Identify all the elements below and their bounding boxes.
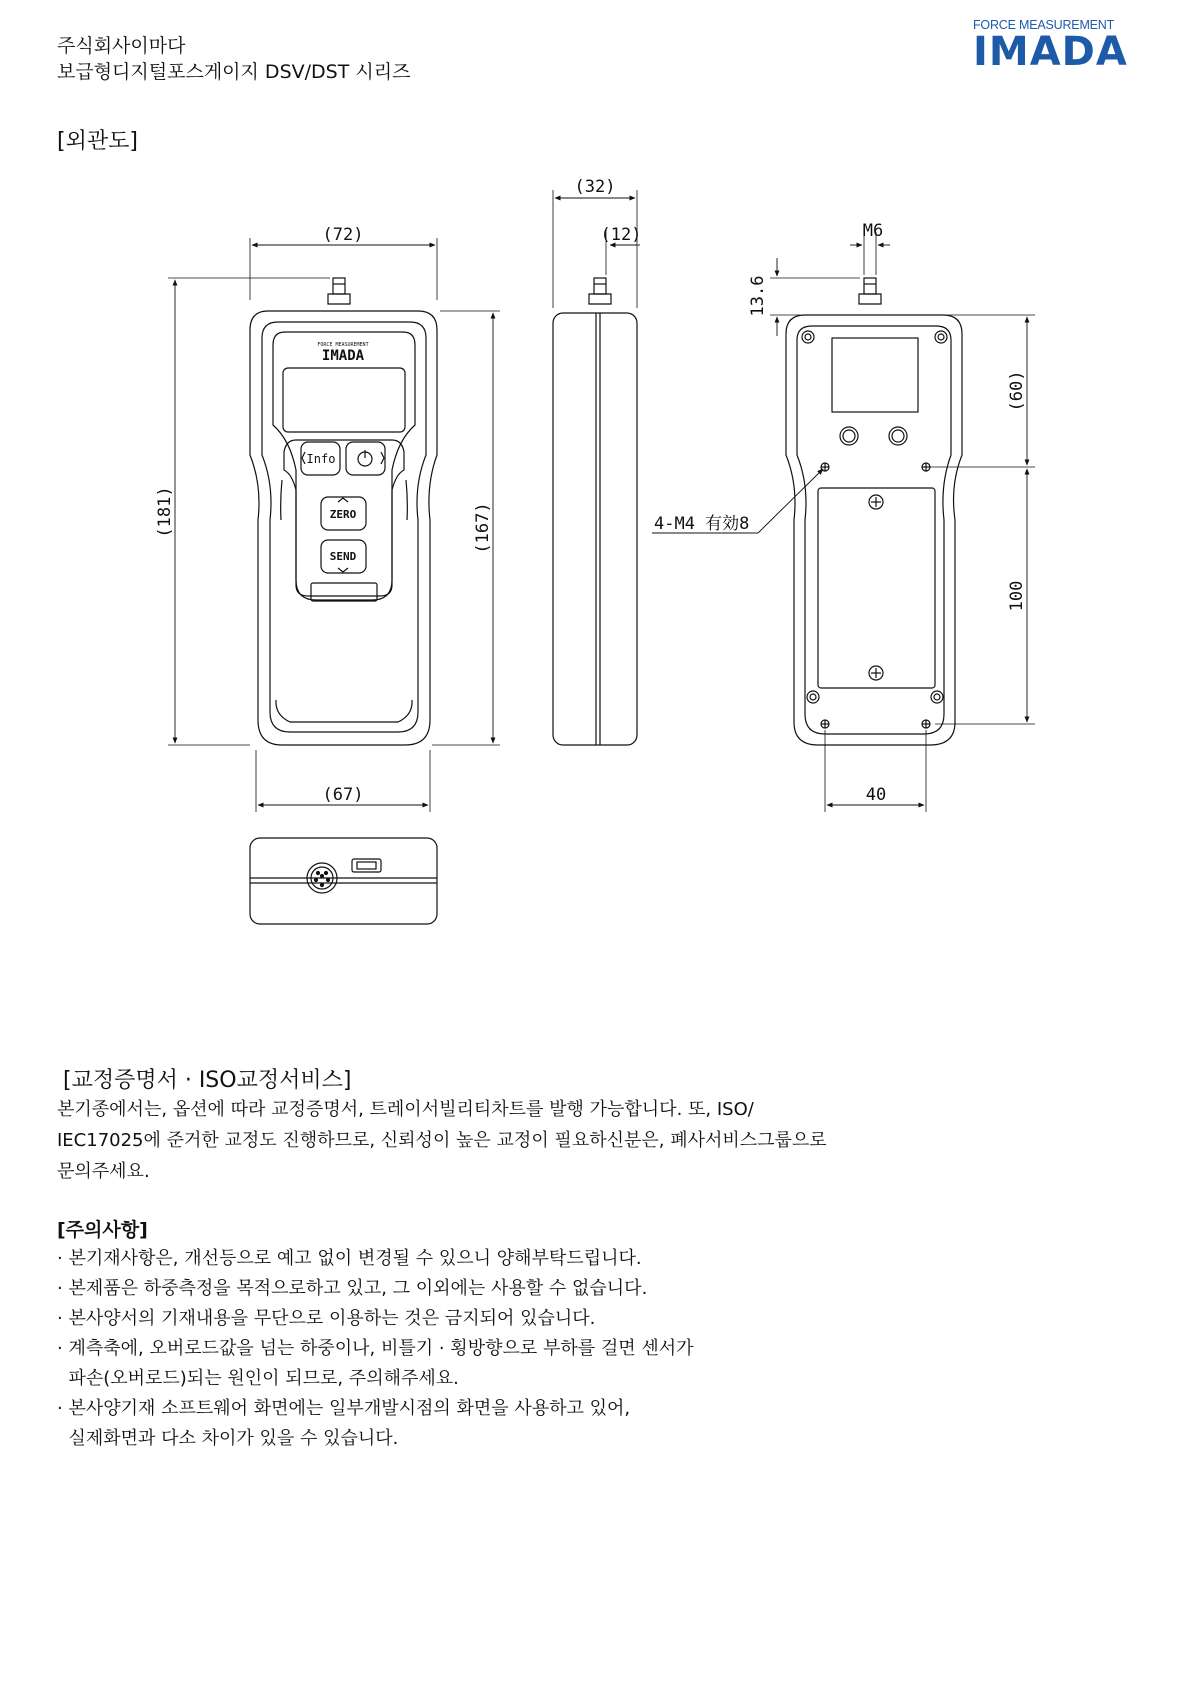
calibration-title: [교정증명서 · ISO교정서비스] — [63, 1068, 352, 1093]
dim-front-total-height: (181) — [155, 486, 175, 538]
bottom-view — [250, 838, 437, 924]
dim-bottom-pitch: 40 — [865, 785, 887, 805]
dim-shaft-length: 13.6 — [748, 275, 768, 317]
note-item: · 본사양서의 기재내용을 무단으로 이용하는 것은 금지되어 있습니다. — [57, 1308, 596, 1329]
company-name: 주식회사이마다 — [57, 35, 186, 57]
send-button-label: SEND — [329, 550, 357, 563]
note-item: · 본사양기재 소프트웨어 화면에는 일부개발시점의 화면을 사용하고 있어, — [57, 1398, 631, 1419]
dim-front-bottom-width: (67) — [322, 785, 364, 805]
back-view — [786, 278, 962, 745]
dim-front-width: (72) — [322, 225, 364, 245]
notes-title: [주의사항] — [57, 1219, 148, 1241]
side-view — [553, 278, 637, 745]
calibration-body — [57, 1094, 1137, 1187]
dim-hole-pitch: 100 — [1007, 580, 1027, 612]
dim-back-upper: (60) — [1007, 370, 1027, 412]
note-item: · 본기재사항은, 개선등으로 예고 없이 변경될 수 있으니 양해부탁드립니다. — [57, 1248, 642, 1269]
dim-side-depth: (32) — [574, 177, 616, 197]
calibration-line: 본기종에서는, 옵션에 따라 교정증명서, 트레이서빌리티차트를 발행 가능합니다. 또, ISO/ — [57, 1099, 754, 1120]
note-item: · 계측축에, 오버로드값을 넘는 하중이나, 비틀기 · 횡방향으로 부하를 걸면 센서가 — [57, 1338, 694, 1359]
note-item: 파손(오버로드)되는 원인이 되므로, 주의해주세요. — [57, 1368, 459, 1389]
note-item: · 본제품은 하중측정을 목적으로하고 있고, 그 이외에는 사용할 수 없습니다. — [57, 1278, 648, 1299]
drawing-section-title: [외관도] — [57, 129, 138, 154]
dim-front-body-height: (167) — [473, 502, 493, 554]
device-brand-small: FORCE MEASUREMENT — [317, 342, 369, 348]
logo-wordmark: IMADA — [973, 29, 1128, 75]
device-brand: IMADA — [321, 348, 365, 364]
zero-button-label: ZERO — [329, 508, 357, 521]
dim-side-shaft: (12) — [600, 225, 642, 245]
logo-subtitle: FORCE MEASUREMENT — [973, 18, 1115, 32]
note-item: 실제화면과 다소 차이가 있을 수 있습니다. — [57, 1428, 399, 1449]
dim-thread: M6 — [862, 221, 884, 241]
screw-note: 4-M4 有効8 — [654, 514, 750, 534]
calibration-line: IEC17025에 준거한 교정도 진행하므로, 신뢰성이 높은 교정이 필요하신분은, 폐사서비스그룹으로 — [57, 1130, 827, 1151]
calibration-line: 문의주세요. — [57, 1161, 150, 1182]
product-title: 보급형디지털포스게이지 DSV/DST 시리즈 — [57, 61, 411, 83]
info-button-label: Info — [306, 452, 336, 466]
notes-list — [57, 1244, 694, 1454]
